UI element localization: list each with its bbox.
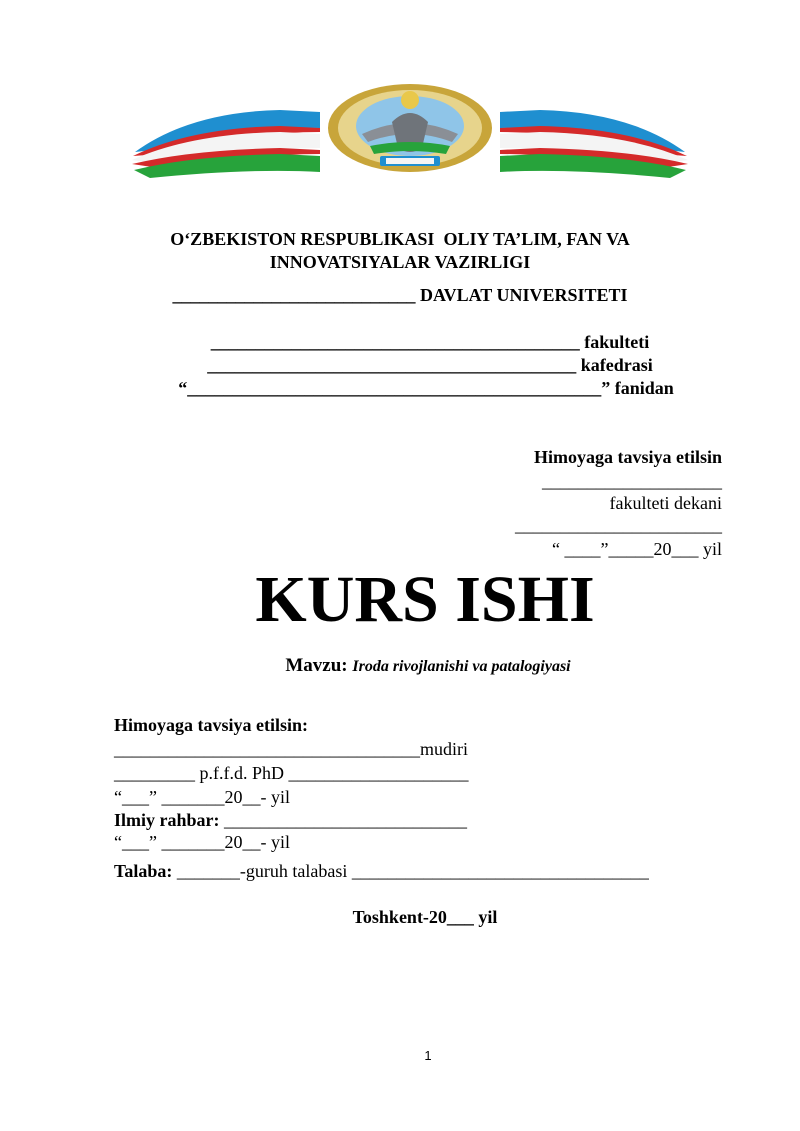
ministry-line-1: O‘ZBEKISTON RESPUBLIKASI OLIY TA’LIM, FAN VA	[170, 229, 630, 249]
department-line: _________________________________________ kafedrasi	[207, 355, 653, 375]
right-flag-ribbon	[500, 110, 688, 178]
department-head-line: __________________________________mudiri	[114, 739, 468, 759]
supervisor-label: Ilmiy rahbar:	[114, 810, 220, 830]
student-line	[114, 860, 649, 882]
approval-left-date-1: “___” _______20__- yil	[114, 787, 290, 807]
faculty-line: _________________________________________ fakulteti	[210, 332, 650, 352]
state-emblem-icon	[130, 82, 690, 182]
subject-line: “______________________________________________” fanidan	[178, 378, 674, 398]
emblem-seal	[328, 84, 492, 172]
approval-left-heading: Himoyaga tavsiya etilsin:	[114, 715, 308, 735]
supervisor-blank: ___________________________	[219, 810, 467, 830]
student-label: Talaba:	[114, 861, 173, 881]
ministry-line-2: INNOVATSIYALAR VAZIRLIGI	[269, 252, 531, 272]
topic-value: Iroda rivojlanishi va patalogiyasi	[352, 658, 571, 675]
degree-line: _________ p.f.f.d. PhD ____________________	[114, 763, 469, 783]
approval-right-blank-1: ____________________	[542, 471, 722, 491]
university-line: ___________________________ DAVLAT UNIVERSITETI	[172, 285, 628, 305]
topic-line	[28, 654, 800, 679]
approval-left-date-2: “___” _______20__- yil	[114, 832, 290, 852]
city-year: Toshkent-20___ yil	[352, 907, 498, 927]
page-number: 1	[424, 1048, 432, 1063]
supervisor-line	[114, 809, 467, 831]
topic-label: Mavzu:	[285, 655, 348, 676]
approval-right-date: “ ____”_____20___ yil	[552, 539, 722, 559]
document-title: KURS ISHI	[255, 563, 595, 636]
approval-right-blank-2: _______________________	[515, 515, 722, 535]
student-blank: _______-guruh talabasi _________________________________	[172, 861, 649, 881]
left-flag-ribbon	[132, 110, 320, 178]
approval-right-heading: Himoyaga tavsiya etilsin	[534, 447, 722, 467]
dean-label: fakulteti dekani	[609, 493, 722, 513]
